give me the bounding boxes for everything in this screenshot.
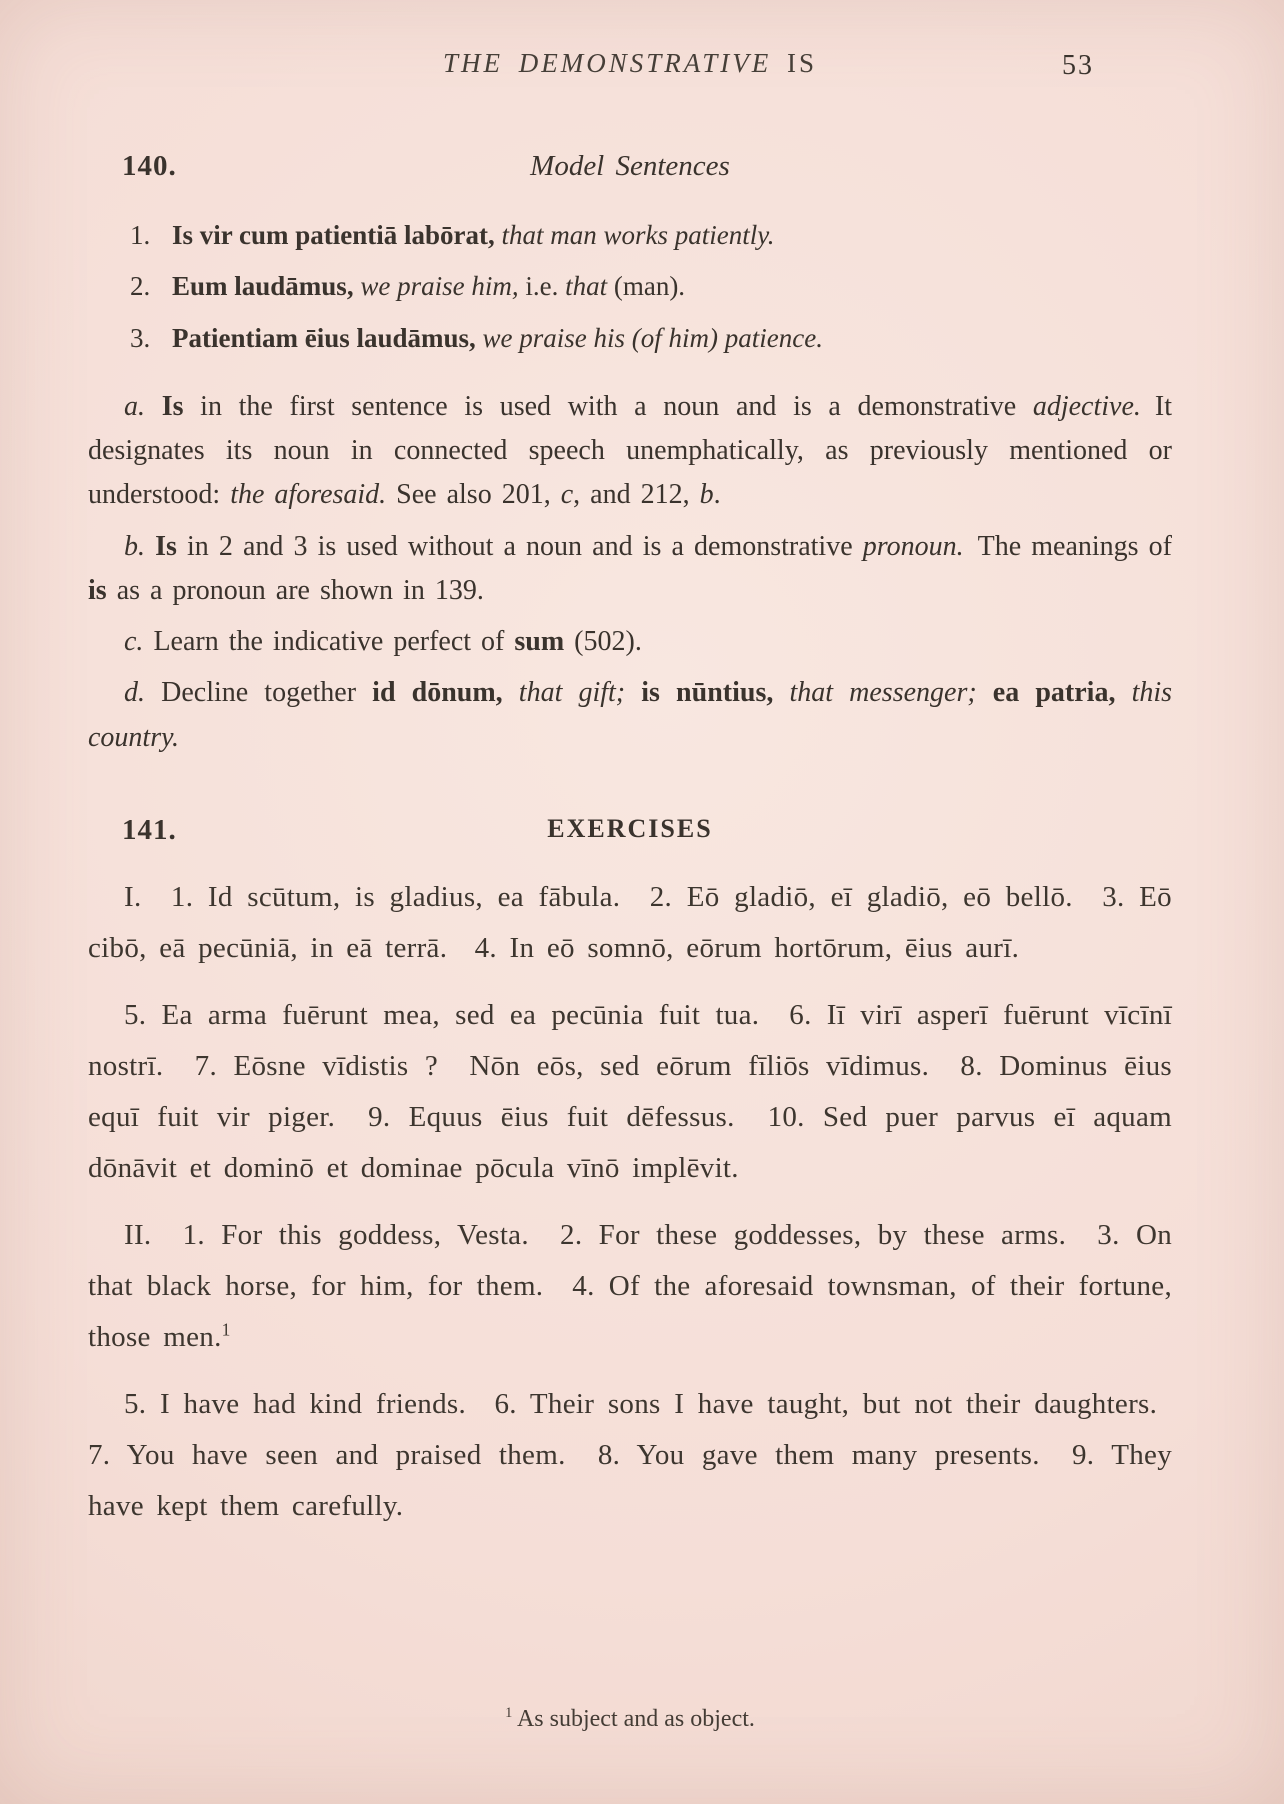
- page-header: [88, 48, 1172, 96]
- note-d: d. Decline together id dōnum, that gift; is nūntius, that messenger; ea patria, this country.: [88, 677, 1173, 753]
- model-sentence-3: [130, 319, 1172, 357]
- model-sentence-1: [130, 216, 1172, 254]
- notes: [88, 385, 1172, 760]
- sentence-text: Patientiam ēius laudāmus, we praise his (of him) patience.: [172, 322, 823, 353]
- note-b: b. Is in 2 and 3 is used without a noun and is a demonstrative pronoun. The meanings of is as a pronoun are shown in 139.: [88, 530, 1172, 606]
- section-141-head: [88, 814, 1172, 856]
- exercise-paragraphs: [88, 872, 1172, 1532]
- section-exercises: [88, 814, 1172, 1532]
- section-140-title: Model Sentences: [530, 150, 730, 182]
- sentence-number: 3.: [130, 322, 151, 353]
- section-141-title: EXERCISES: [547, 813, 713, 843]
- model-sentence-2: [130, 267, 1172, 305]
- section-140-number: 140.: [122, 150, 177, 182]
- exercise-paragraph-latin-2: 5. Ea arma fuērunt mea, sed ea pecūnia fuit tua. 6. Iī virī asperī fuērunt vīcīnī nostrī. 7. Eōsne vīdistis ? Nōn eōs, sed eōrum fīliōs vīdimus. 8. Dominus ēius equī fuit vir piger. 9. Equus ēius fuit dēfessus. 10. Sed puer parvus eī aquam dōnāvit et dominō et dominae pōcula vīnō implēvit.: [88, 998, 1172, 1185]
- sentence-text: Is vir cum patientiā labōrat, that man works patiently.: [172, 220, 775, 250]
- exercise-paragraph-latin-1: I. 1. Id scūtum, is gladius, ea fābula. 2. Eō gladiō, eī gladiō, eō bellō. 3. Eō cibō, eā pecūniā, in eā terrā. 4. In eō somnō, eōrum hortōrum, ēius aurī.: [88, 880, 1172, 964]
- note-a: a. Is in the first sentence is used with a noun and is a demonstrative adjective. It designates its noun in connected speech unemphatically, as previously mentioned or understood: the aforesaid. See also 201, c, and 212, b.: [88, 390, 1173, 511]
- page-number: 53: [1062, 50, 1094, 81]
- section-model-sentences: [88, 150, 1172, 760]
- footnote: $^1$ As subject and as object.: [505, 1705, 755, 1732]
- section-140-head: [88, 150, 1172, 192]
- exercise-paragraph-english-2: 5. I have had kind friends. 6. Their sons I have taught, but not their daughters. 7. You have seen and praised them. 8. You gave them many presents. 9. They have kept them carefully.: [88, 1388, 1172, 1523]
- model-sentences: [130, 216, 1172, 357]
- sentence-number: 1.: [130, 220, 151, 250]
- sentence-number: 2.: [130, 271, 151, 302]
- exercise-paragraph-english-1: II. 1. For this goddess, Vesta. 2. For these goddesses, by these arms. 3. On that black horse, for him, for them. 4. Of the aforesaid townsman, of their fortune, those men.$^1$: [88, 1219, 1172, 1354]
- running-title: THE DEMONSTRATIVE IS: [442, 48, 817, 78]
- note-c: c. Learn the indicative perfect of sum (502).: [124, 626, 642, 658]
- section-141-number: 141.: [122, 813, 177, 846]
- sentence-text: Eum laudāmus, we praise him, i.e. that (man).: [172, 271, 686, 302]
